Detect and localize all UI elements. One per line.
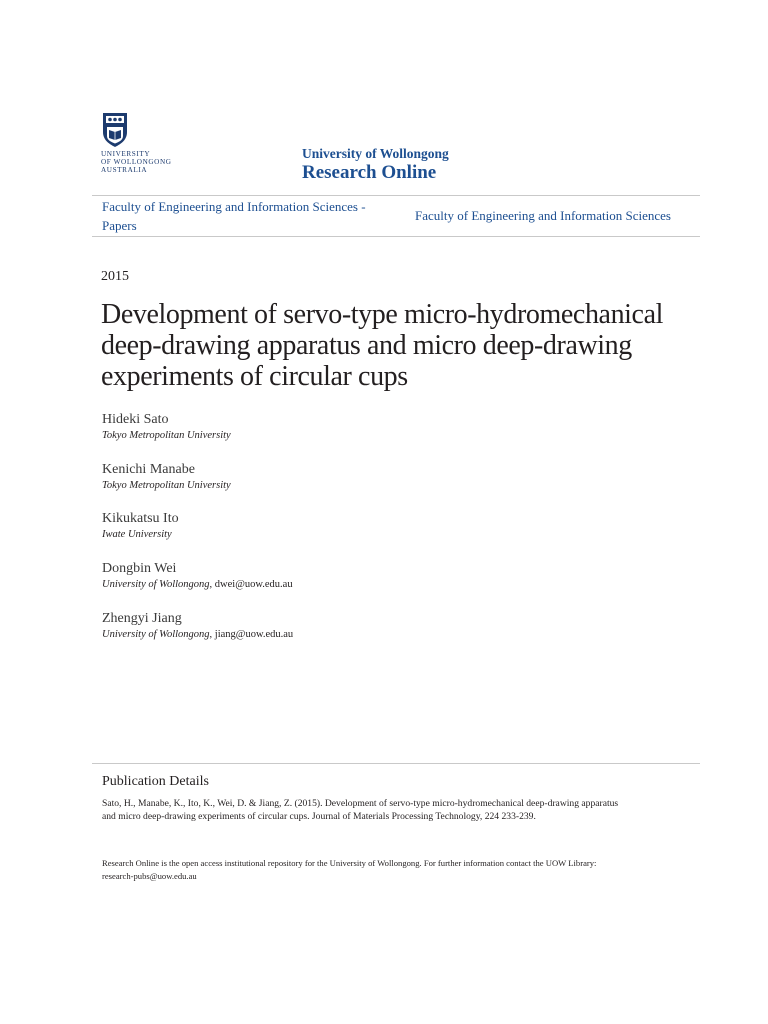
author-name: Kenichi Manabe [102,461,195,477]
author-entry [102,610,293,660]
repository-footer [102,857,682,883]
university-logo[interactable] [101,112,191,174]
logo-text-line: OF WOLLONGONG [101,158,172,166]
affiliation-text: Iwate University [102,529,172,541]
author-email[interactable]: , dwei@uow.edu.au [209,579,293,591]
author-list [102,411,293,659]
affiliation-text: Tokyo Metropolitan University [102,430,231,441]
publication-details-heading: Publication Details [102,774,209,789]
author-entry [102,560,293,610]
divider [92,195,700,196]
paper-title: Development of servo-type micro-hydromechanical deep-drawing apparatus and micro deep-drawing experiments of circular cups [101,299,663,392]
university-crest-icon [102,112,128,148]
author-entry [102,510,293,560]
footer-text: Research Online is the open access institutional repository for the University of Wollongong. For further information contact the UOW Library: [102,858,597,868]
faculty-link[interactable]: Faculty of Engineering and Information Sciences [415,208,671,223]
author-name: Zhengyi Jiang [102,610,182,626]
publication-year: 2015 [101,269,129,284]
divider [92,236,700,237]
citation-line: and micro deep-drawing experiments of circular cups. Journal of Materials Processing Technology, 224 233-239. [102,811,536,822]
author-name: Hideki Sato [102,412,169,427]
author-affiliation [102,429,293,443]
divider [92,763,700,764]
author-entry [102,461,293,511]
affiliation-text: University of Wollongong [102,628,210,640]
author-affiliation [102,479,293,493]
author-affiliation [102,578,293,592]
author-affiliation [102,528,293,542]
author-entry [102,411,293,461]
repository-title: Research Online [302,162,437,183]
publication-citation [102,797,682,823]
author-email[interactable]: , jiang@uow.edu.au [209,628,294,640]
contact-email-link[interactable]: research-pubs@uow.edu.au [102,871,197,881]
author-affiliation [102,628,293,642]
research-online-heading[interactable] [302,146,449,184]
author-name: Kikukatsu Ito [102,511,179,527]
affiliation-text: Tokyo Metropolitan University [102,479,231,491]
author-name: Dongbin Wei [102,561,177,577]
citation-line: Sato, H., Manabe, K., Ito, K., Wei, D. & Jiang, Z. (2015). Development of servo-type micro-hydromechanical deep-drawing apparatus [102,798,619,809]
faculty-papers-link[interactable]: Faculty of Engineering and Information Sciences - Papers [102,199,366,233]
affiliation-text: University of Wollongong [102,579,210,591]
logo-text-line: UNIVERSITY [101,150,151,158]
repository-university-name: University of Wollongong [302,146,449,161]
logo-text-line: AUSTRALIA [101,166,148,174]
